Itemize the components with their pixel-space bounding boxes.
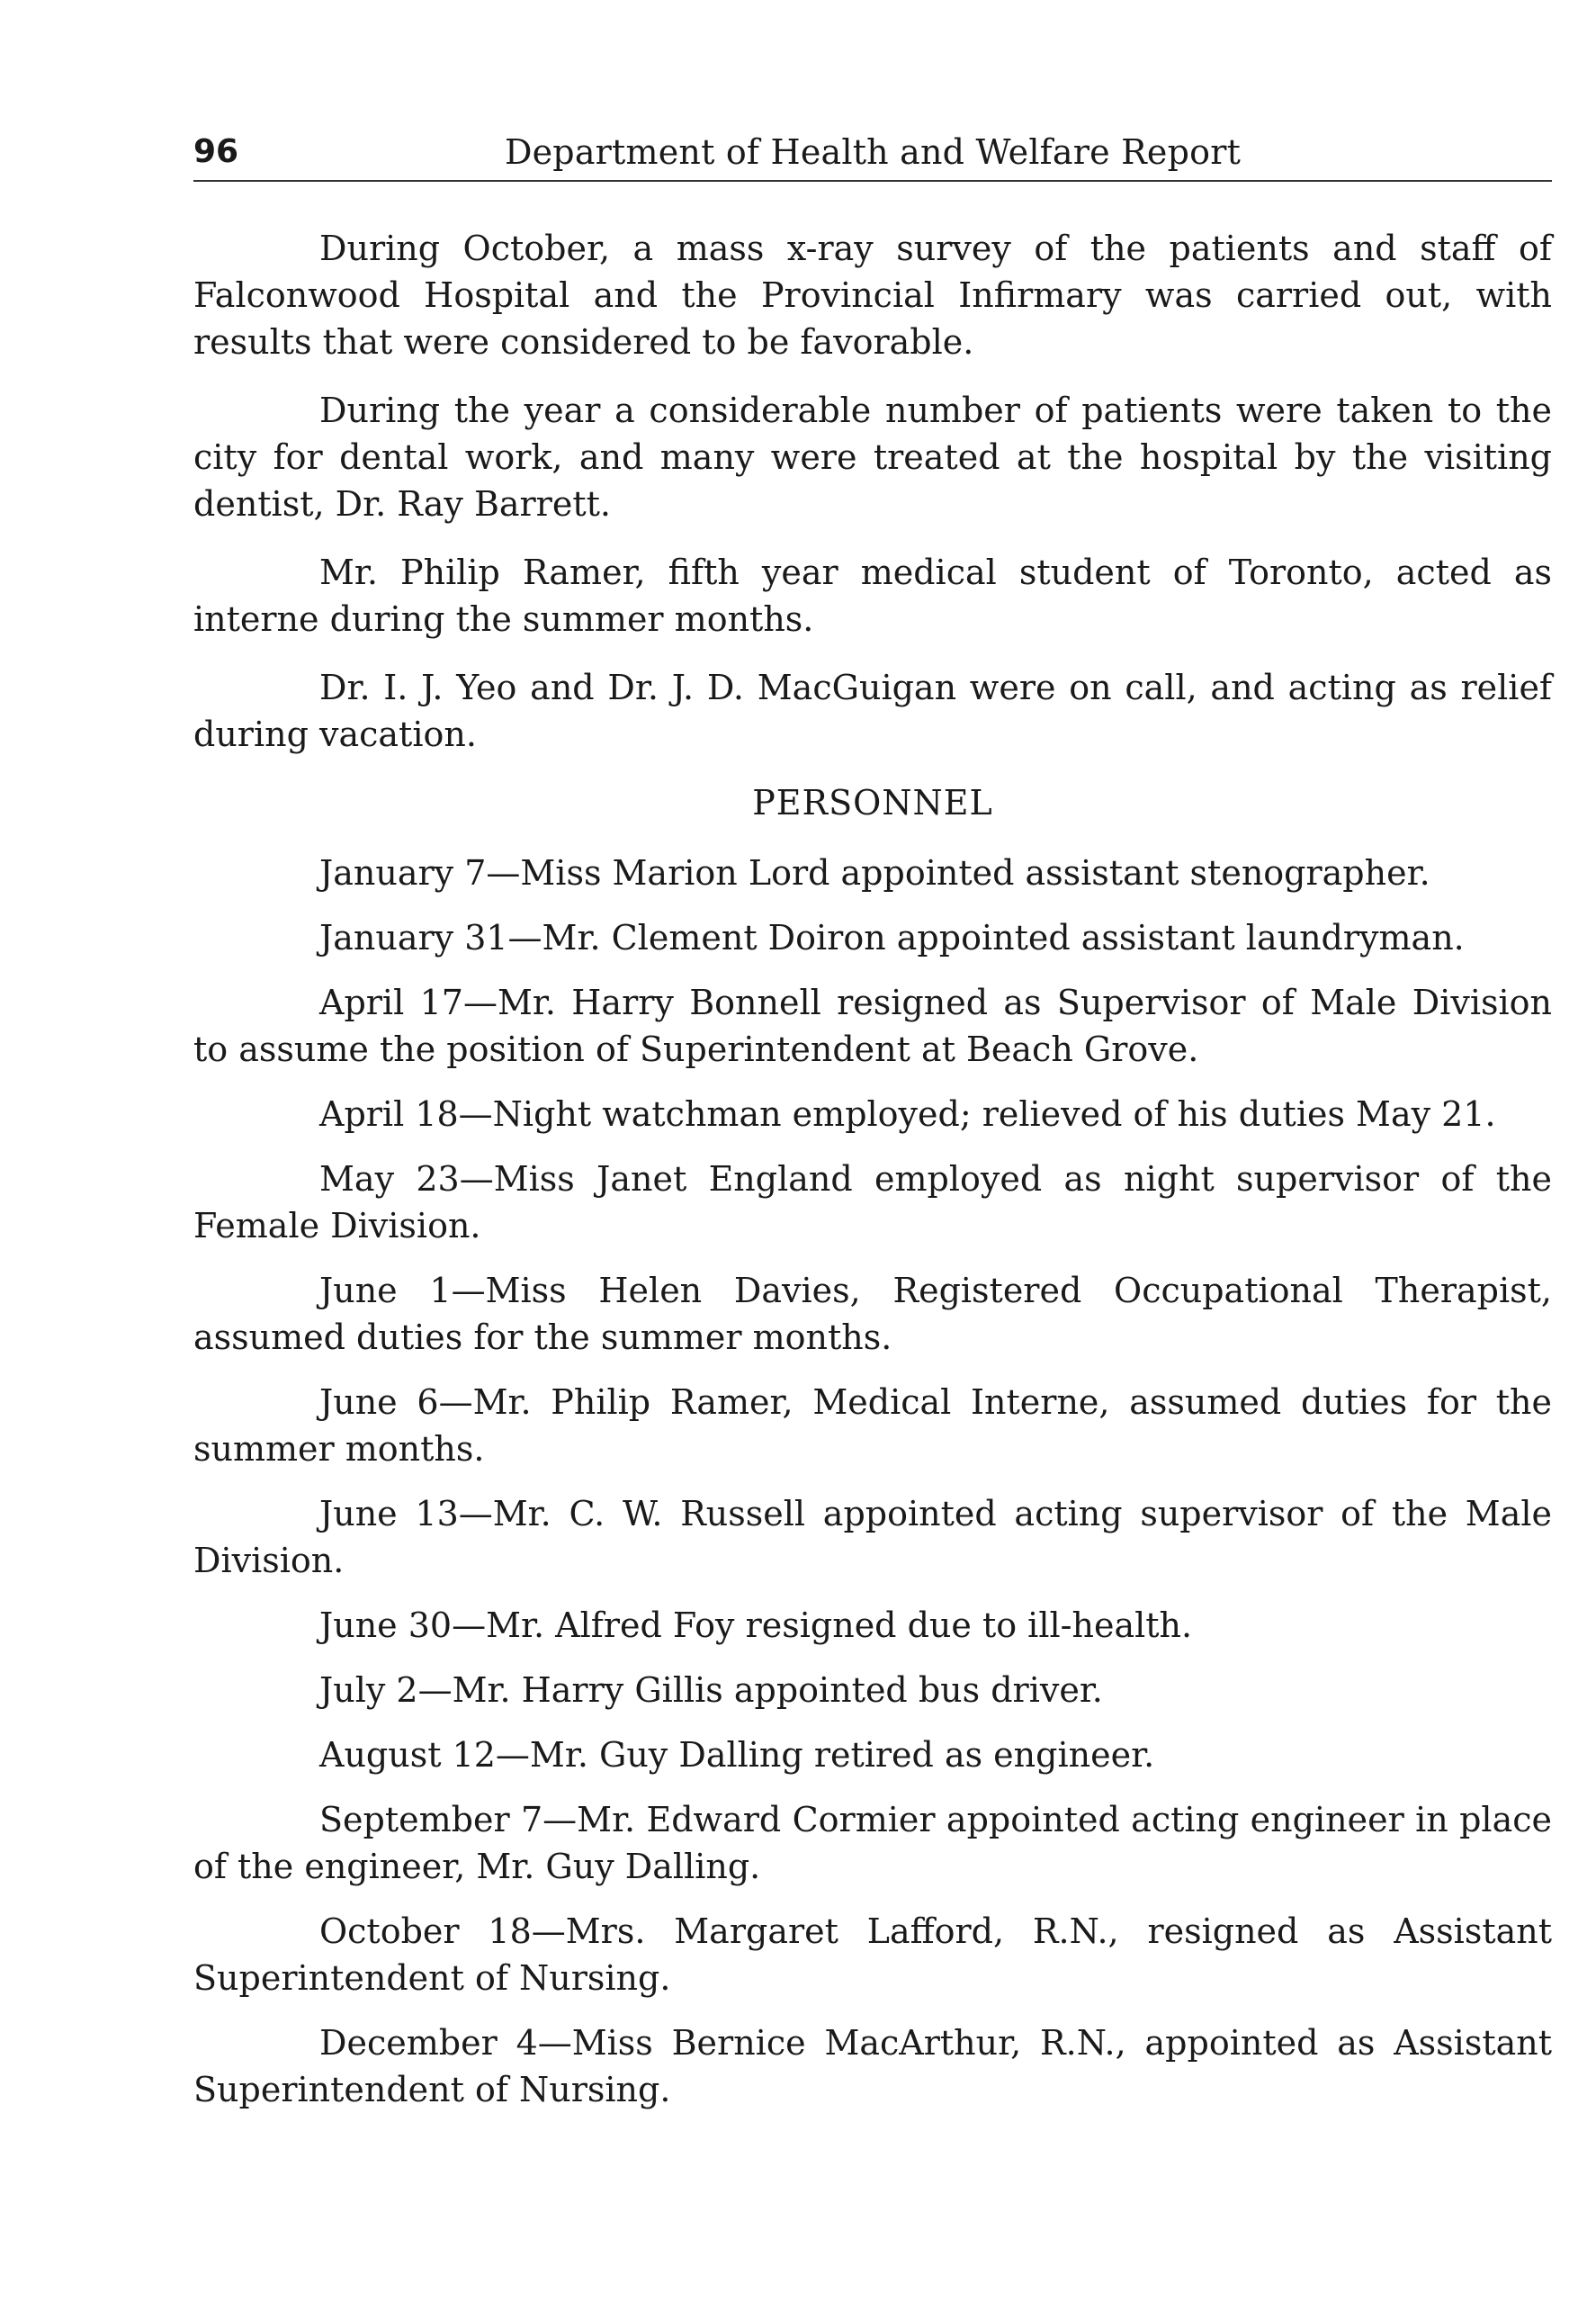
page-header bbox=[193, 126, 1552, 182]
personnel-entry: December 4—Miss Bernice MacArthur, R.N., appointed as Assistant Superintendent of Nursing. bbox=[193, 2023, 1552, 2109]
document-page bbox=[193, 126, 1552, 2131]
personnel-heading: PERSONNEL bbox=[752, 783, 993, 823]
personnel-entry: April 18—Night watchman employed; relieved of his duties May 21. bbox=[319, 1094, 1496, 1134]
personnel-entry: July 2—Mr. Harry Gillis appointed bus driver. bbox=[319, 1670, 1103, 1710]
personnel-entry: August 12—Mr. Guy Dalling retired as engineer. bbox=[319, 1735, 1155, 1775]
personnel-entry: June 13—Mr. C. W. Russell appointed acting supervisor of the Male Division. bbox=[193, 1494, 1552, 1580]
paragraph-xray-survey: During October, a mass x-ray survey of the patients and staff of Falconwood Hospital and the Provincial Infirmary was carried out, with results that were considered to be favorable. bbox=[193, 229, 1552, 362]
personnel-entry: September 7—Mr. Edward Cormier appointed acting engineer in place of the engineer, Mr. Guy Dalling. bbox=[193, 1800, 1552, 1886]
page-body bbox=[193, 225, 1552, 2113]
personnel-entry: June 1—Miss Helen Davies, Registered Occupational Therapist, assumed duties for the summer months. bbox=[193, 1271, 1552, 1357]
paragraph-interne: Mr. Philip Ramer, fifth year medical student of Toronto, acted as interne during the summer months. bbox=[193, 553, 1552, 639]
personnel-entry: January 7—Miss Marion Lord appointed assistant stenographer. bbox=[319, 853, 1430, 893]
paragraph-on-call: Dr. I. J. Yeo and Dr. J. D. MacGuigan were on call, and acting as relief during vacation. bbox=[193, 668, 1552, 754]
personnel-entry: April 17—Mr. Harry Bonnell resigned as Supervisor of Male Division to assume the position of Superintendent at Beach Grove. bbox=[193, 983, 1552, 1069]
personnel-entry: October 18—Mrs. Margaret Lafford, R.N., resigned as Assistant Superintendent of Nursing. bbox=[193, 1911, 1552, 1998]
personnel-entry: January 31—Mr. Clement Doiron appointed assistant laundryman. bbox=[319, 918, 1465, 958]
personnel-entry: June 6—Mr. Philip Ramer, Medical Interne, assumed duties for the summer months. bbox=[193, 1382, 1552, 1469]
running-title: Department of Health and Welfare Report bbox=[504, 132, 1242, 172]
page-number: 96 bbox=[193, 133, 239, 170]
personnel-entry: June 30—Mr. Alfred Foy resigned due to ill-health. bbox=[319, 1605, 1193, 1645]
personnel-entry: May 23—Miss Janet England employed as night supervisor of the Female Division. bbox=[193, 1159, 1552, 1245]
paragraph-dental-work: During the year a considerable number of patients were taken to the city for dental work, and many were treated at the hospital by the visiting dentist, Dr. Ray Barrett. bbox=[193, 391, 1552, 524]
